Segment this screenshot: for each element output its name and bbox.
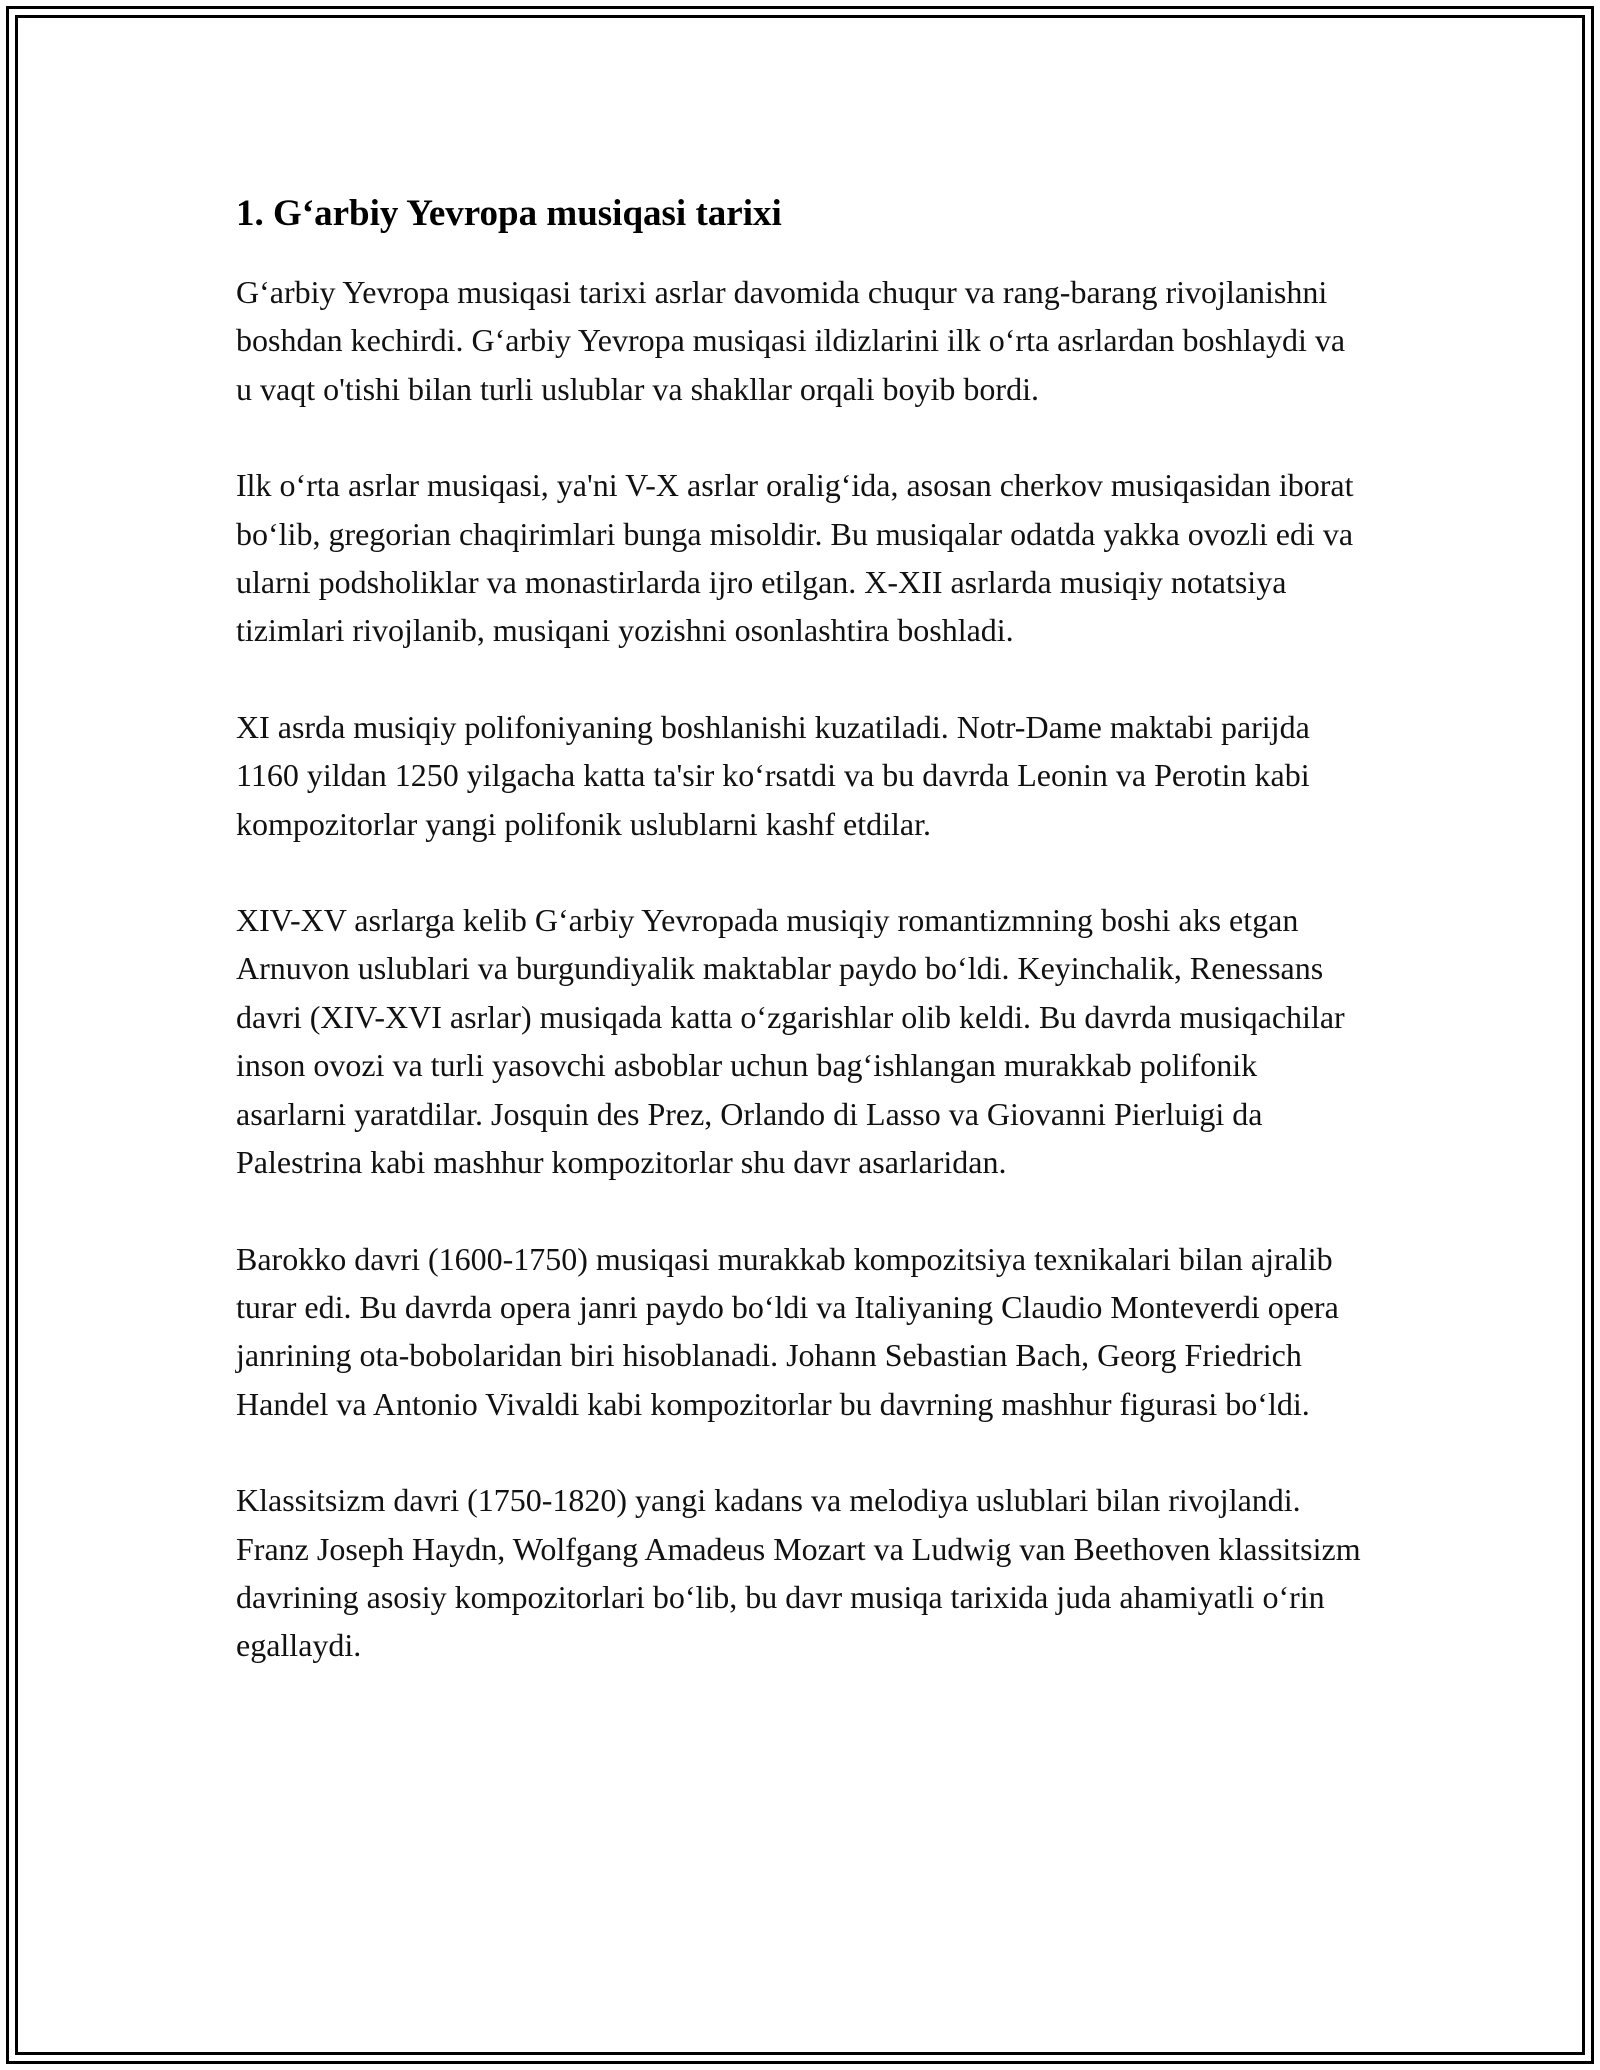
paragraph-polyphony: XI asrda musiqiy polifoniyaning boshlanishi kuzatiladi. Notr-Dame maktabi parijda 1160 yildan 1250 yilgacha katta ta'sir ko‘rsatdi va bu davrda Leonin va Perotin kabi kompozitorlar yangi polifonik uslublarni kashf etdilar. <box>236 708 1310 842</box>
section-title: 1. G‘arbiy Yevropa musiqasi tarixi <box>236 193 782 234</box>
document-body <box>236 186 1366 1718</box>
paragraph-renaissance: XIV-XV asrlarga kelib G‘arbiy Yevropada musiqiy romantizmning boshi aks etgan Arnuvon uslublari va burgundiyalik maktablar paydo bo‘ldi. Keyinchalik, Renessans davri (XIV-XVI asrlar) musiqada katta o‘zgarishlar olib keldi. Bu davrda musiqachilar inson ovozi va turli yasovchi asboblar uchun bag‘ishlangan murakkab polifonik asarlarni yaratdilar. Josquin des Prez, Orlando di Lasso va Giovanni Pierluigi da Palestrina kabi mashhur kompozitorlar shu davr asarlaridan. <box>236 902 1345 1181</box>
paragraph-classicism: Klassitsizm davri (1750-1820) yangi kadans va melodiya uslublari bilan rivojlandi. Franz Joseph Haydn, Wolfgang Amadeus Mozart va Ludwig van Beethoven klassitsizm davrining asosiy kompozitorlari bo‘lib, bu davr musiqa tarixida juda ahamiyatli o‘rin egallaydi. <box>236 1482 1361 1664</box>
paragraph-baroque: Barokko davri (1600-1750) musiqasi murakkab kompozitsiya texnikalari bilan ajralib turar edi. Bu davrda opera janri paydo bo‘ldi va Italiyaning Claudio Monteverdi opera janrining ota-bobolaridan biri hisoblanadi. Johann Sebastian Bach, Georg Friedrich Handel va Antonio Vivaldi kabi kompozitorlar bu davrning mashhur figurasi bo‘ldi. <box>236 1240 1339 1422</box>
paragraph-early-middle-ages: Ilk o‘rta asrlar musiqasi, ya'ni V-X asrlar oralig‘ida, asosan cherkov musiqasidan iborat bo‘lib, gregorian chaqirimlari bunga misoldir. Bu musiqalar odatda yakka ovozli edi va ularni podsholiklar va monastirlarda ijro etilgan. X-XII asrlarda musiqiy notatsiya tizimlari rivojlanib, musiqani yozishni osonlashtira boshladi. <box>236 467 1354 649</box>
paragraph-intro: G‘arbiy Yevropa musiqasi tarixi asrlar davomida chuqur va rang-barang rivojlanishni boshdan kechirdi. G‘arbiy Yevropa musiqasi ildizlarini ilk o‘rta asrlardan boshlaydi va u vaqt o'tishi bilan turli uslublar va shakllar orqali boyib bordi. <box>236 274 1346 407</box>
